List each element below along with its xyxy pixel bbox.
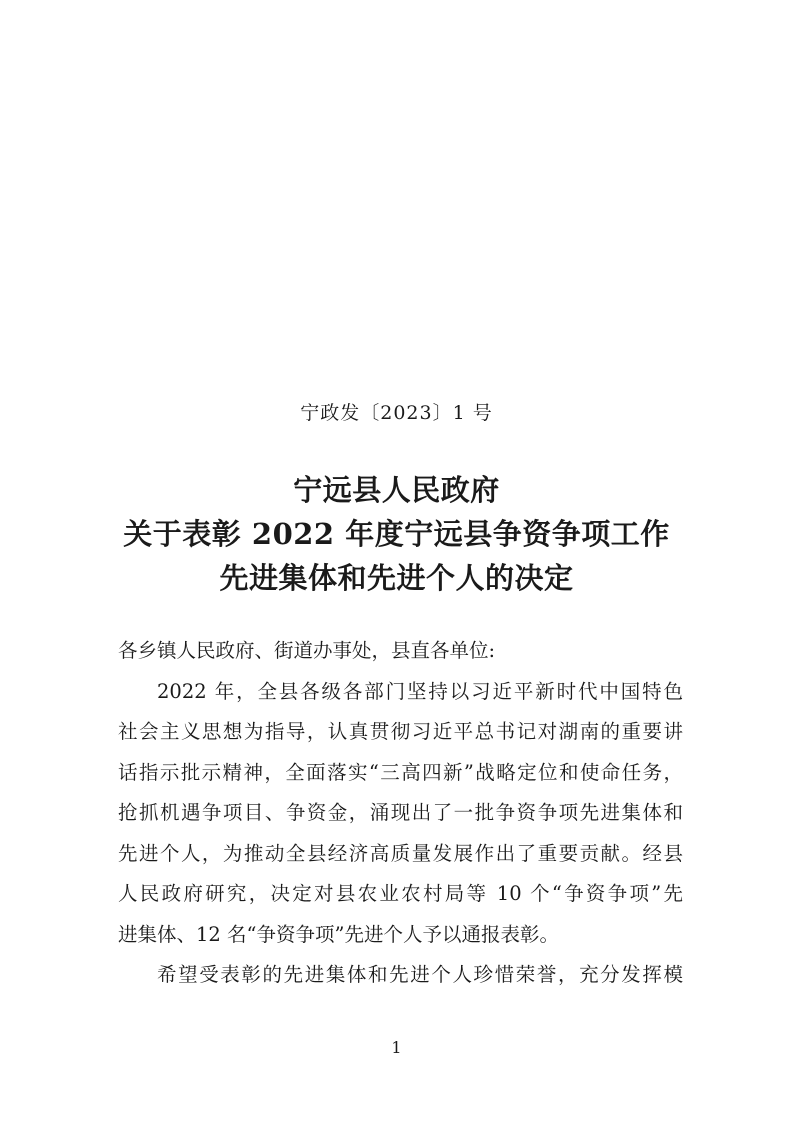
paragraph-1-line-5: 先进个人，为推动全县经济高质量发展作出了重要贡献。经县 [118,841,683,865]
paragraph-1-line-2: 社会主义思想为指导，认真贯彻习近平总书记对湖南的重要讲 [118,720,683,743]
paragraph-1-line-7: 进集体、12 名“争资争项”先进个人予以通报表彰。 [118,922,559,946]
document-number: 宁政发〔2023〕1 号 [300,402,493,424]
paragraph-1-line-6: 人民政府研究，决定对县农业农村局等 10 个“争资争项”先 [118,882,683,905]
document-title [0,468,793,600]
document-body [118,631,683,996]
salutation: 各乡镇人民政府、街道办事处，县直各单位: [118,639,496,662]
paragraph-2 [118,955,683,996]
paragraph-2-line-1: 希望受表彰的先进集体和先进个人珍惜荣誉，充分发挥模 [157,963,683,986]
title-line-2: 关于表彰 2022 年度宁远县争资争项工作 [123,517,670,551]
paragraph-1-line-1: 2022 年，全县各级各部门坚持以习近平新时代中国特色 [157,679,683,703]
paragraph-1-line-3: 话指示批示精神，全面落实“三高四新”战略定位和使命任务， [118,760,683,784]
paragraph-1-line-4: 抢抓机遇争项目、争资金，涌现出了一批争资争项先进集体和 [118,801,683,824]
paragraph-1 [118,672,683,956]
title-line-1: 宁远县人民政府 [293,473,500,507]
page-number: 1 [391,1038,402,1057]
title-line-3: 先进集体和先进个人的决定 [219,561,574,595]
